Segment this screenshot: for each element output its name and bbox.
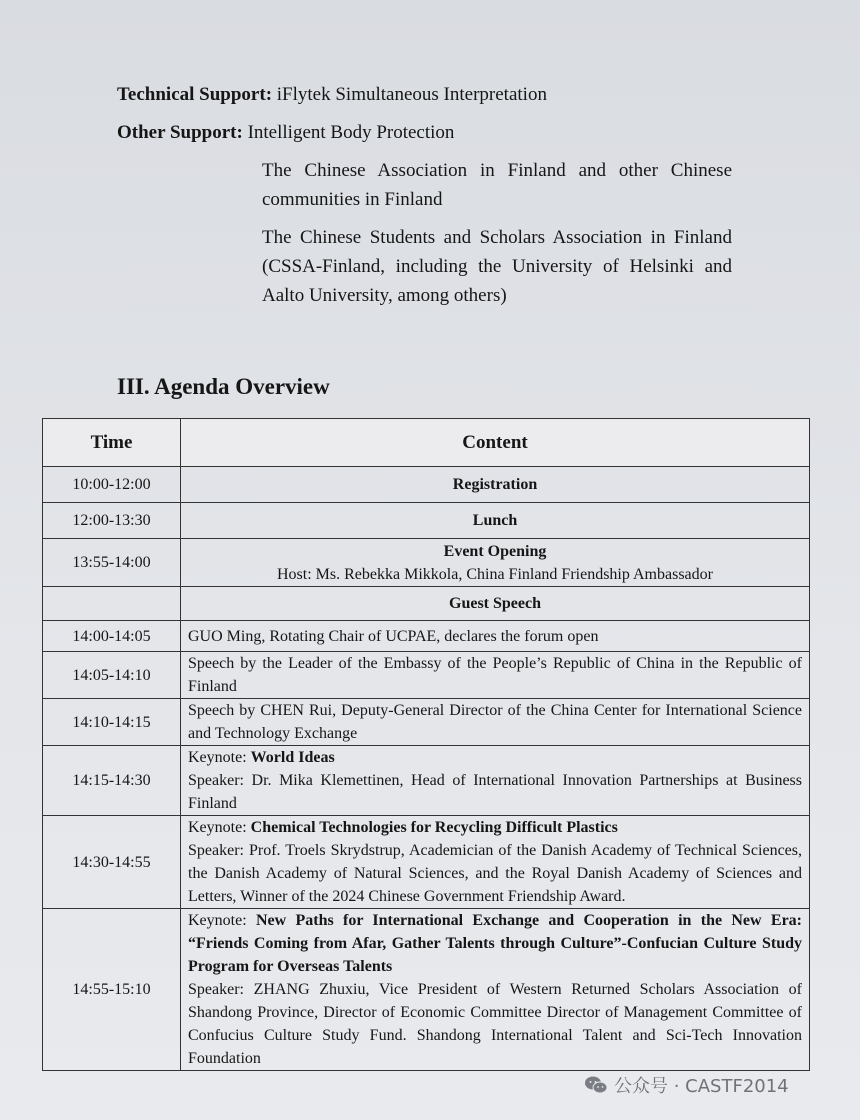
keynote-title: New Paths for International Exchange and Cooperation in the New Era: “Friends Coming from Afar, Gather Talents through Culture”-Confucian Culture Study Program for Overseas Talents [188,912,802,975]
row-text: GUO Ming, Rotating Chair of UCPAE, declares the forum open [181,621,810,652]
speaker-line: Speaker: Dr. Mika Klemettinen, Head of International Innovation Partnerships at Business Finland [188,772,802,812]
row-content [181,816,810,909]
keynote-prefix: Keynote: [188,819,251,836]
watermark [584,1072,789,1098]
keynote-line [188,816,802,839]
header-time: Time [43,419,181,467]
other-support-extra-1: The Chinese Association in Finland and other Chinese communities in Finland [262,160,732,210]
keynote-line [188,909,802,978]
header-content: Content [181,419,810,467]
table-row [43,621,810,652]
technical-support [117,80,737,109]
row-time [43,587,181,621]
table-header-row [43,419,810,467]
row-time: 14:15-14:30 [43,746,181,816]
table-row [43,699,810,746]
table-row [43,503,810,539]
other-support [117,118,737,147]
row-detail: Host: Ms. Rebekka Mikkola, China Finland Friendship Ambassador [277,565,713,583]
table-row [43,467,810,503]
row-title: Guest Speech [181,587,810,621]
row-text: Speech by the Leader of the Embassy of the People’s Republic of China in the Republic of Finland [181,652,810,699]
speaker-line: Speaker: Prof. Troels Skrydstrup, Academician of the Danish Academy of Technical Sciences, the Danish Academy of Natural Sciences, and the Royal Danish Academy of Sciences and Letters, Winner of the 2024 Chinese Government Friendship Award. [188,842,802,905]
keynote-prefix: Keynote: [188,749,251,766]
row-time: 13:55-14:00 [43,539,181,587]
other-support-value: Intelligent Body Protection [247,122,455,143]
agenda-table [42,418,810,1071]
row-time: 14:00-14:05 [43,621,181,652]
keynote-title: Chemical Technologies for Recycling Difficult Plastics [250,819,618,836]
row-time: 10:00-12:00 [43,467,181,503]
row-time: 12:00-13:30 [43,503,181,539]
technical-support-label: Technical Support: [117,84,273,105]
row-text: Speech by CHEN Rui, Deputy-General Director of the China Center for International Science and Technology Exchange [181,699,810,746]
section-title: III. Agenda Overview [117,374,330,399]
row-title: Lunch [181,503,810,539]
technical-support-value: iFlytek Simultaneous Interpretation [276,84,547,105]
row-title: Event Opening [443,542,547,560]
speaker-line: Speaker: ZHANG Zhuxiu, Vice President of Western Returned Scholars Association of Shandong Province, Director of Economic Committee Director of Management Committee of Confucius Culture Study Fund. Shandong International Talent and Sci-Tech Innovation Foundation [188,981,802,1067]
row-content [181,746,810,816]
keynote-prefix: Keynote: [188,912,256,929]
row-time: 14:55-15:10 [43,909,181,1071]
watermark-text: 公众号 · CASTF2014 [614,1076,789,1097]
table-row [43,909,810,1071]
table-row [43,539,810,587]
row-time: 14:30-14:55 [43,816,181,909]
other-support-label: Other Support: [117,122,243,143]
wechat-icon [584,1075,608,1095]
table-row [43,816,810,909]
row-time: 14:10-14:15 [43,699,181,746]
table-row [43,652,810,699]
keynote-title: World Ideas [250,749,335,766]
table-row [43,746,810,816]
table-row [43,587,810,621]
support-section [117,80,737,319]
row-time: 14:05-14:10 [43,652,181,699]
row-content [181,539,810,587]
keynote-line [188,746,802,769]
row-title: Registration [181,467,810,503]
row-content [181,909,810,1071]
other-support-extra-2: The Chinese Students and Scholars Association in Finland (CSSA-Finland, including the University of Helsinki and Aalto University, among others) [262,227,732,306]
